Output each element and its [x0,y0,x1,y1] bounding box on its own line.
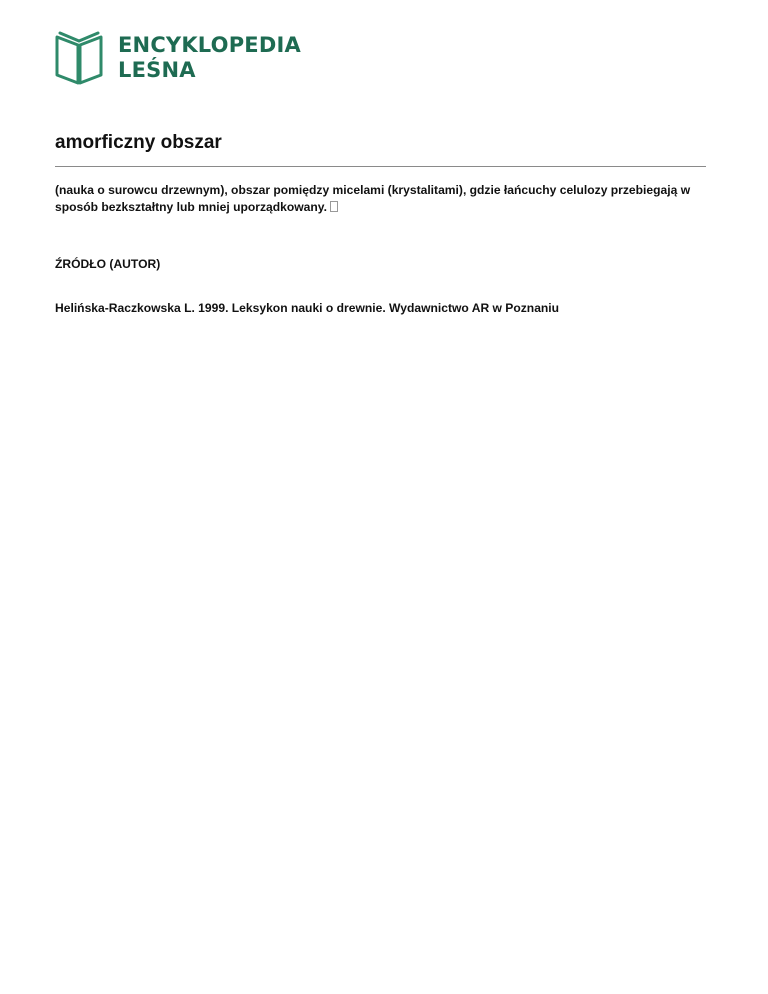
logo-line-2: LEŚNA [118,58,196,82]
site-header [54,30,301,86]
definition-text: (nauka o surowcu drzewnym), obszar pomiędzy micelami (krystalitami), gdzie łańcuchy celulozy przebiegają w sposób bezkształtny lub mniej uporządkowany. [55,183,691,214]
open-book-icon [54,31,104,85]
article-title: amorficzny obszar [55,132,222,153]
title-divider [55,166,706,167]
logo-line-1: ENCYKLOPEDIA [118,33,301,57]
site-logo-text [118,33,301,83]
source-citation: Helińska-Raczkowska L. 1999. Leksykon nauki o drewnie. Wydawnictwo AR w Poznaniu [55,301,560,315]
source-heading: ŹRÓDŁO (AUTOR) [55,257,161,271]
missing-glyph-icon [330,201,338,212]
article-definition [55,182,705,216]
